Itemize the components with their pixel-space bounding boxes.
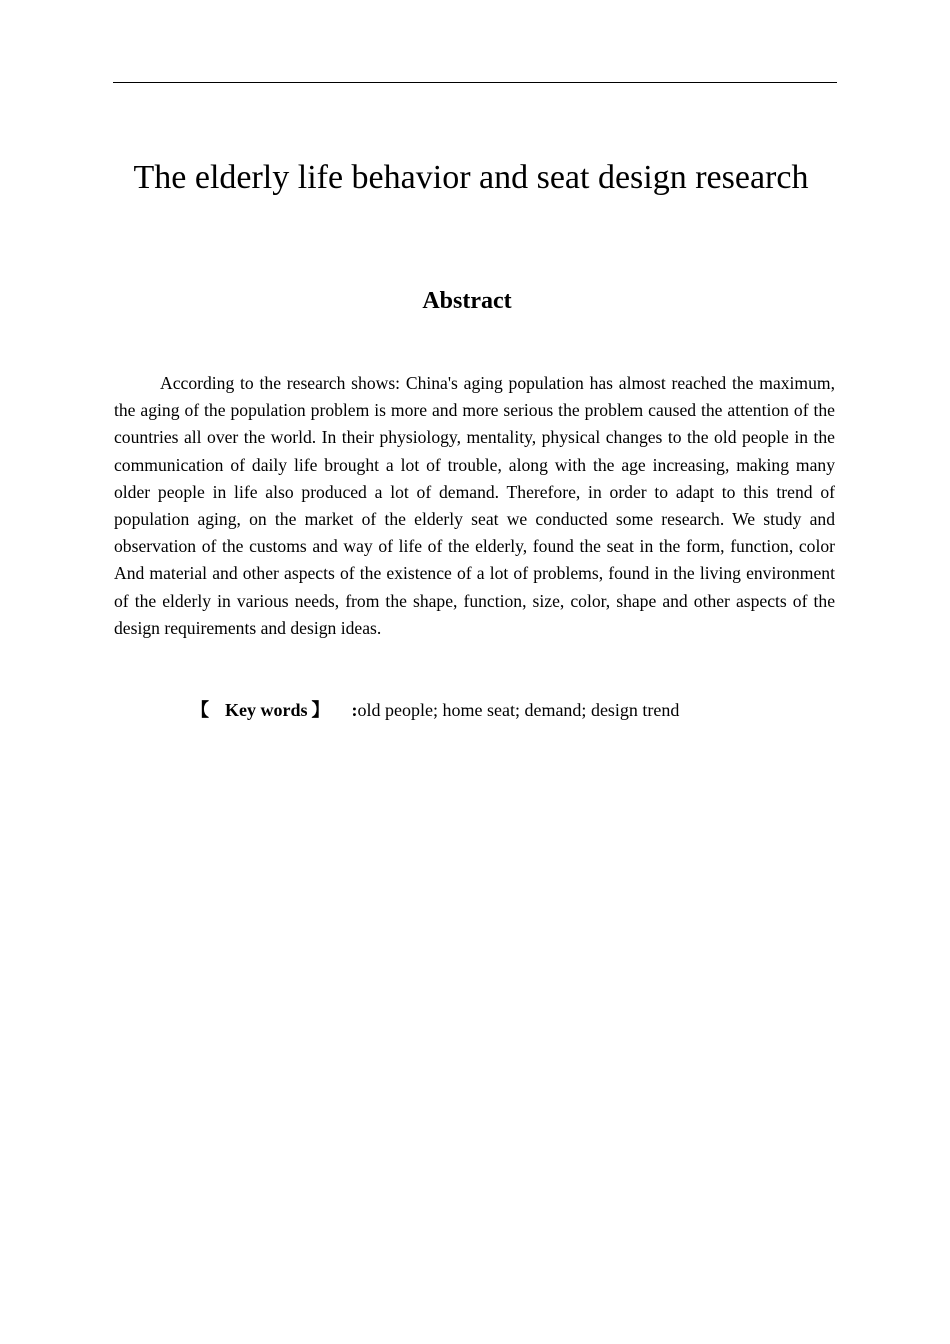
keywords-close-bracket: 】 [311,700,330,720]
keywords-value: old people; home seat; demand; design trend [357,700,680,720]
keywords-open-bracket: 【 [191,700,209,720]
header-rule [113,82,837,83]
keywords-line [191,697,679,724]
abstract-body: According to the research shows: China's aging population has almost reached the maximum, the aging of the population problem is more and more serious the problem caused the attention of the countries all over the world. In their physiology, mentality, physical changes to the old people in the communication of daily life brought a lot of trouble, along with the age increasing, making many older people in life also produced a lot of demand. Therefore, in order to adapt to this trend of population aging, on the market of the elderly seat we conducted some research. We study and observation of the customs and way of life of the elderly, found the seat in the form, function, color And material and other aspects of the existence of a lot of problems, found in the living environment of the elderly in various needs, from the shape, function, size, color, shape and other aspects of the design requirements and design ideas. [114,373,835,638]
keywords-colon: : [351,700,358,720]
document-title: The elderly life behavior and seat design research [133,159,809,196]
abstract-heading: Abstract [422,288,512,314]
keywords-label: Key words [225,700,308,720]
